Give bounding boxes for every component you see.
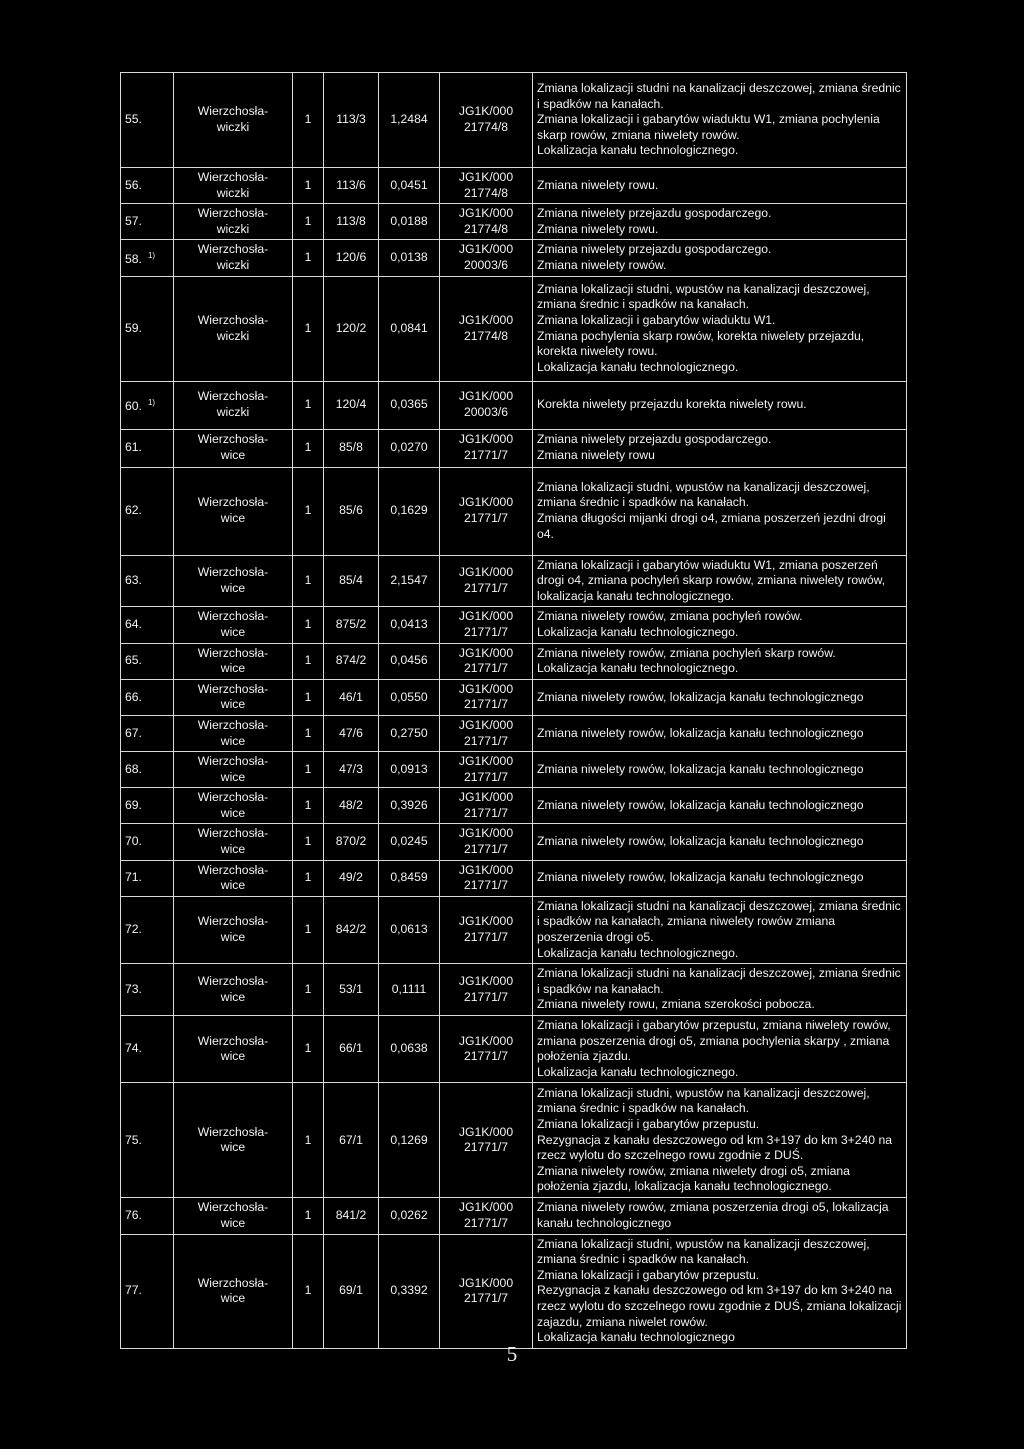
parcel-number: 120/6 bbox=[324, 240, 379, 276]
place-name: Wierzchosła- wice bbox=[174, 679, 293, 715]
place-name: Wierzchosła- wiczki bbox=[174, 73, 293, 168]
description-line: Lokalizacja kanału technologicznego. bbox=[537, 143, 739, 158]
map-sheet: 1 bbox=[293, 715, 324, 751]
parcel-number: 47/6 bbox=[324, 715, 379, 751]
land-register-number: JG1K/000 21771/7 bbox=[440, 1234, 533, 1348]
row-number bbox=[121, 381, 174, 429]
change-description bbox=[533, 467, 907, 555]
land-register-number: JG1K/000 21771/7 bbox=[440, 896, 533, 963]
change-description bbox=[533, 1234, 907, 1348]
description-line: Zmiana niwelety rowu, zmiana szerokości pobocza. bbox=[537, 997, 815, 1012]
table-row bbox=[121, 1016, 907, 1083]
change-description bbox=[533, 381, 907, 429]
place-name: Wierzchosła- wice bbox=[174, 1083, 293, 1198]
parcel-number: 85/6 bbox=[324, 467, 379, 555]
table-row bbox=[121, 715, 907, 751]
table-row bbox=[121, 679, 907, 715]
parcel-number: 67/1 bbox=[324, 1083, 379, 1198]
place-name: Wierzchosła- wice bbox=[174, 788, 293, 824]
place-name: Wierzchosła- wiczki bbox=[174, 276, 293, 381]
description-line: Zmiana lokalizacji i gabarytów wiaduktu W1, zmiana pochylenia skarp rowów, zmiana niwelety rowów. bbox=[537, 112, 880, 142]
map-sheet: 1 bbox=[293, 240, 324, 276]
map-sheet: 1 bbox=[293, 276, 324, 381]
parcel-area: 2,1547 bbox=[379, 555, 440, 607]
description-line: Zmiana niwelety rowów, lokalizacja kanału technologicznego bbox=[537, 761, 864, 776]
description-line: Zmiana lokalizacji studni na kanalizacji deszczowej, zmiana średnic i spadków na kanałach. bbox=[537, 81, 901, 111]
description-line: Zmiana lokalizacji i gabarytów wiaduktu W1. bbox=[537, 312, 776, 327]
land-register-number: JG1K/000 21771/7 bbox=[440, 643, 533, 679]
row-number bbox=[121, 896, 174, 963]
table-row bbox=[121, 607, 907, 643]
description-line: Zmiana niwelety rowów, lokalizacja kanału technologicznego bbox=[537, 689, 864, 704]
map-sheet: 1 bbox=[293, 643, 324, 679]
map-sheet: 1 bbox=[293, 381, 324, 429]
description-line: Lokalizacja kanału technologicznego. bbox=[537, 624, 739, 639]
description-line: Zmiana niwelety przejazdu gospodarczego. bbox=[537, 206, 772, 221]
parcel-number: 875/2 bbox=[324, 607, 379, 643]
table-row bbox=[121, 73, 907, 168]
map-sheet: 1 bbox=[293, 1083, 324, 1198]
description-line: Lokalizacja kanału technologicznego. bbox=[537, 661, 739, 676]
description-line: Zmiana lokalizacji studni, wpustów na kanalizacji deszczowej, zmiana średnic i spadków na kanałach. bbox=[537, 281, 870, 312]
map-sheet: 1 bbox=[293, 607, 324, 643]
row-number bbox=[121, 204, 174, 240]
row-number-text: 72. bbox=[125, 922, 142, 937]
description-line: Zmiana lokalizacji i gabarytów wiaduktu W1, zmiana poszerzeń drogi o4, zmiana pochyleń skarp rowów, zmiana niwelety rowów, lokalizacja kanału technologicznego. bbox=[537, 557, 886, 603]
footnote-marker: 1) bbox=[147, 251, 156, 261]
parcel-number: 47/3 bbox=[324, 752, 379, 788]
parcel-area: 1,2484 bbox=[379, 73, 440, 168]
change-description bbox=[533, 1198, 907, 1234]
change-description bbox=[533, 73, 907, 168]
description-line: Lokalizacja kanału technologicznego. bbox=[537, 1064, 739, 1079]
row-number bbox=[121, 643, 174, 679]
table-body bbox=[121, 73, 907, 1349]
table-row bbox=[121, 467, 907, 555]
map-sheet: 1 bbox=[293, 429, 324, 467]
parcel-area: 0,0138 bbox=[379, 240, 440, 276]
parcel-area: 0,0550 bbox=[379, 679, 440, 715]
parcel-number: 870/2 bbox=[324, 824, 379, 860]
description-line: Lokalizacja kanału technologicznego bbox=[537, 1330, 735, 1345]
table-row bbox=[121, 1083, 907, 1198]
row-number-text: 68. bbox=[125, 761, 142, 776]
land-register-number: JG1K/000 21771/7 bbox=[440, 788, 533, 824]
row-number bbox=[121, 679, 174, 715]
change-description bbox=[533, 555, 907, 607]
table-row bbox=[121, 643, 907, 679]
row-number bbox=[121, 240, 174, 276]
description-line: Zmiana lokalizacji studni na kanalizacji deszczowej, zmiana średnic i spadków na kanałach. bbox=[537, 966, 901, 996]
table-row bbox=[121, 555, 907, 607]
land-register-number: JG1K/000 21771/7 bbox=[440, 860, 533, 896]
description-line: Zmiana niwelety rowów, zmiana poszerzenia drogi o5, lokalizacja kanału technologicznego bbox=[537, 1200, 889, 1230]
row-number-text: 62. bbox=[125, 503, 142, 518]
map-sheet: 1 bbox=[293, 679, 324, 715]
land-register-number: JG1K/000 21771/7 bbox=[440, 679, 533, 715]
change-description bbox=[533, 276, 907, 381]
map-sheet: 1 bbox=[293, 788, 324, 824]
place-name: Wierzchosła- wiczki bbox=[174, 381, 293, 429]
land-register-number: JG1K/000 21774/8 bbox=[440, 204, 533, 240]
description-line: Zmiana niwelety przejazdu gospodarczego. bbox=[537, 432, 772, 447]
parcel-area: 0,1111 bbox=[379, 964, 440, 1016]
change-description bbox=[533, 896, 907, 963]
table-row bbox=[121, 788, 907, 824]
table-row bbox=[121, 168, 907, 204]
description-line: Zmiana niwelety rowów, lokalizacja kanału technologicznego bbox=[537, 725, 864, 740]
row-number bbox=[121, 824, 174, 860]
description-line: Zmiana lokalizacji studni, wpustów na kanalizacji deszczowej, zmiana średnic i spadków na kanałach. bbox=[537, 1085, 870, 1116]
parcel-area: 0,0413 bbox=[379, 607, 440, 643]
change-description bbox=[533, 168, 907, 204]
change-description bbox=[533, 607, 907, 643]
table-row bbox=[121, 381, 907, 429]
description-line: Zmiana lokalizacji studni na kanalizacji deszczowej, zmiana średnic i spadków na kanałach, zmiana niwelety rowów zmiana poszerzenia drogi o5. bbox=[537, 898, 901, 945]
description-line: Rezygnacja z kanału deszczowego od km 3+197 do km 3+240 na rzecz wylotu do szczelnego rowu zgodnie z DUŚ. bbox=[537, 1132, 893, 1163]
place-name: Wierzchosła- wice bbox=[174, 555, 293, 607]
description-line: Zmiana lokalizacji studni, wpustów na kanalizacji deszczowej, zmiana średnic i spadków na kanałach. bbox=[537, 1236, 870, 1267]
parcel-number: 66/1 bbox=[324, 1016, 379, 1083]
parcel-area: 0,0270 bbox=[379, 429, 440, 467]
land-register-number: JG1K/000 21771/7 bbox=[440, 1016, 533, 1083]
row-number-text: 75. bbox=[125, 1132, 142, 1147]
description-line: Zmiana lokalizacji i gabarytów przepustu, zmiana niwelety rowów, zmiana poszerzenia drogi o5, zmiana pochylenia skarpy , zmiana położenia zjazdu. bbox=[537, 1018, 891, 1064]
change-description bbox=[533, 429, 907, 467]
place-name: Wierzchosła- wice bbox=[174, 1198, 293, 1234]
land-register-number: JG1K/000 21771/7 bbox=[440, 824, 533, 860]
description-line: Zmiana lokalizacji studni, wpustów na kanalizacji deszczowej, zmiana średnic i spadków na kanałach. bbox=[537, 479, 870, 510]
row-number-text: 71. bbox=[125, 870, 142, 885]
description-line: Lokalizacja kanału technologicznego. bbox=[537, 359, 739, 374]
table-row bbox=[121, 752, 907, 788]
land-register-number: JG1K/000 20003/6 bbox=[440, 240, 533, 276]
row-number bbox=[121, 752, 174, 788]
page-number: 5 bbox=[506, 1342, 518, 1366]
change-description bbox=[533, 964, 907, 1016]
map-sheet: 1 bbox=[293, 555, 324, 607]
land-register-number: JG1K/000 21774/8 bbox=[440, 168, 533, 204]
change-description bbox=[533, 204, 907, 240]
change-description bbox=[533, 1016, 907, 1083]
change-description bbox=[533, 643, 907, 679]
land-register-number: JG1K/000 21771/7 bbox=[440, 964, 533, 1016]
parcel-number: 46/1 bbox=[324, 679, 379, 715]
place-name: Wierzchosła- wice bbox=[174, 607, 293, 643]
row-number-text: 61. bbox=[125, 440, 142, 455]
place-name: Wierzchosła- wiczki bbox=[174, 240, 293, 276]
row-number-text: 66. bbox=[125, 689, 142, 704]
parcel-number: 85/8 bbox=[324, 429, 379, 467]
change-description bbox=[533, 240, 907, 276]
row-number bbox=[121, 788, 174, 824]
place-name: Wierzchosła- wice bbox=[174, 860, 293, 896]
row-number bbox=[121, 429, 174, 467]
change-description bbox=[533, 752, 907, 788]
parcel-area: 0,0638 bbox=[379, 1016, 440, 1083]
place-name: Wierzchosła- wiczki bbox=[174, 168, 293, 204]
row-number bbox=[121, 1016, 174, 1083]
place-name: Wierzchosła- wice bbox=[174, 429, 293, 467]
table-row bbox=[121, 860, 907, 896]
description-line: Zmiana lokalizacji i gabarytów przepustu. bbox=[537, 1267, 760, 1282]
parcel-number: 120/2 bbox=[324, 276, 379, 381]
description-line: Zmiana niwelety rowów, zmiana pochyleń skarp rowów. bbox=[537, 645, 836, 660]
parcel-number: 53/1 bbox=[324, 964, 379, 1016]
change-description bbox=[533, 824, 907, 860]
row-number-text: 59. bbox=[125, 320, 142, 335]
parcel-area: 0,1629 bbox=[379, 467, 440, 555]
parcel-number: 69/1 bbox=[324, 1234, 379, 1348]
parcel-area: 0,2750 bbox=[379, 715, 440, 751]
map-sheet: 1 bbox=[293, 467, 324, 555]
place-name: Wierzchosła- wiczki bbox=[174, 204, 293, 240]
place-name: Wierzchosła- wice bbox=[174, 715, 293, 751]
description-line: Lokalizacja kanału technologicznego. bbox=[537, 945, 739, 960]
description-line: Korekta niwelety przejazdu korekta niwelety rowu. bbox=[537, 397, 807, 412]
parcel-number: 85/4 bbox=[324, 555, 379, 607]
map-sheet: 1 bbox=[293, 73, 324, 168]
change-description bbox=[533, 715, 907, 751]
row-number-text: 70. bbox=[125, 834, 142, 849]
parcel-area: 0,0188 bbox=[379, 204, 440, 240]
table-row bbox=[121, 964, 907, 1016]
map-sheet: 1 bbox=[293, 1198, 324, 1234]
parcel-area: 0,0613 bbox=[379, 896, 440, 963]
row-number-text: 60. bbox=[125, 399, 142, 414]
description-line: Zmiana długości mijanki drogi o4, zmiana poszerzeń jezdni drogi o4. bbox=[537, 511, 886, 541]
parcel-area: 0,0451 bbox=[379, 168, 440, 204]
parcel-number: 874/2 bbox=[324, 643, 379, 679]
place-name: Wierzchosła- wice bbox=[174, 824, 293, 860]
description-line: Zmiana niwelety rowów, lokalizacja kanału technologicznego bbox=[537, 834, 864, 849]
place-name: Wierzchosła- wice bbox=[174, 964, 293, 1016]
row-number-text: 55. bbox=[125, 112, 142, 127]
footnote-marker: 1) bbox=[147, 398, 156, 408]
row-number-text: 74. bbox=[125, 1041, 142, 1056]
change-description bbox=[533, 679, 907, 715]
parcel-number: 113/3 bbox=[324, 73, 379, 168]
parcel-area: 0,1269 bbox=[379, 1083, 440, 1198]
row-number bbox=[121, 1234, 174, 1348]
row-number bbox=[121, 1198, 174, 1234]
map-sheet: 1 bbox=[293, 752, 324, 788]
land-register-number: JG1K/000 21771/7 bbox=[440, 752, 533, 788]
place-name: Wierzchosła- wice bbox=[174, 896, 293, 963]
description-line: Zmiana niwelety rowów, zmiana pochyleń rowów. bbox=[537, 609, 803, 624]
parcel-changes-table bbox=[120, 72, 907, 1349]
description-line: Zmiana niwelety rowu. bbox=[537, 177, 659, 192]
description-line: Zmiana niwelety rowu. bbox=[537, 221, 659, 236]
land-register-number: JG1K/000 21771/7 bbox=[440, 555, 533, 607]
table-row bbox=[121, 240, 907, 276]
description-line: Zmiana niwelety przejazdu gospodarczego. bbox=[537, 242, 772, 257]
parcel-area: 0,0841 bbox=[379, 276, 440, 381]
place-name: Wierzchosła- wice bbox=[174, 643, 293, 679]
row-number bbox=[121, 1083, 174, 1198]
description-line: Zmiana lokalizacji i gabarytów przepustu. bbox=[537, 1116, 760, 1131]
land-register-number: JG1K/000 21771/7 bbox=[440, 1198, 533, 1234]
map-sheet: 1 bbox=[293, 896, 324, 963]
row-number bbox=[121, 964, 174, 1016]
parcel-number: 113/8 bbox=[324, 204, 379, 240]
row-number-text: 73. bbox=[125, 981, 142, 996]
row-number bbox=[121, 715, 174, 751]
row-number-text: 76. bbox=[125, 1208, 142, 1223]
row-number-text: 56. bbox=[125, 177, 142, 192]
parcel-number: 48/2 bbox=[324, 788, 379, 824]
parcel-area: 0,0913 bbox=[379, 752, 440, 788]
description-line: Zmiana niwelety rowów, lokalizacja kanału technologicznego bbox=[537, 870, 864, 885]
row-number-text: 63. bbox=[125, 573, 142, 588]
description-line: Zmiana niwelety rowów. bbox=[537, 257, 667, 272]
parcel-area: 0,3926 bbox=[379, 788, 440, 824]
map-sheet: 1 bbox=[293, 168, 324, 204]
description-line: Zmiana niwelety rowów, zmiana niwelety drogi o5, zmiana położenia zjazdu, lokalizacja kanału technologicznego. bbox=[537, 1163, 850, 1194]
row-number-text: 57. bbox=[125, 213, 142, 228]
parcel-area: 0,0456 bbox=[379, 643, 440, 679]
change-description bbox=[533, 788, 907, 824]
map-sheet: 1 bbox=[293, 964, 324, 1016]
description-line: Zmiana pochylenia skarp rowów, korekta niwelety przejazdu, korekta niwelety rowu. bbox=[537, 328, 865, 359]
map-sheet: 1 bbox=[293, 824, 324, 860]
table-row bbox=[121, 204, 907, 240]
parcel-area: 0,3392 bbox=[379, 1234, 440, 1348]
change-description bbox=[533, 1083, 907, 1198]
row-number bbox=[121, 276, 174, 381]
table-row bbox=[121, 429, 907, 467]
map-sheet: 1 bbox=[293, 860, 324, 896]
land-register-number: JG1K/000 21771/7 bbox=[440, 1083, 533, 1198]
parcel-area: 0,8459 bbox=[379, 860, 440, 896]
place-name: Wierzchosła- wice bbox=[174, 467, 293, 555]
place-name: Wierzchosła- wice bbox=[174, 1234, 293, 1348]
parcel-number: 120/4 bbox=[324, 381, 379, 429]
map-sheet: 1 bbox=[293, 1016, 324, 1083]
table-row bbox=[121, 1234, 907, 1348]
row-number bbox=[121, 467, 174, 555]
land-register-number: JG1K/000 21774/8 bbox=[440, 276, 533, 381]
row-number-text: 65. bbox=[125, 653, 142, 668]
parcel-area: 0,0365 bbox=[379, 381, 440, 429]
map-sheet: 1 bbox=[293, 1234, 324, 1348]
place-name: Wierzchosła- wice bbox=[174, 752, 293, 788]
description-line: Rezygnacja z kanału deszczowego od km 3+197 do km 3+240 na rzecz wylotu do szczelnego rowu zgodnie z DUŚ, zmiana lokalizacji zajazdu, zmiana niwelet rowów. bbox=[537, 1283, 902, 1329]
description-line: Zmiana niwelety rowu bbox=[537, 448, 655, 463]
row-number-text: 69. bbox=[125, 798, 142, 813]
parcel-number: 841/2 bbox=[324, 1198, 379, 1234]
map-sheet: 1 bbox=[293, 204, 324, 240]
change-description bbox=[533, 860, 907, 896]
parcel-area: 0,0262 bbox=[379, 1198, 440, 1234]
land-register-number: JG1K/000 20003/6 bbox=[440, 381, 533, 429]
parcel-area: 0,0245 bbox=[379, 824, 440, 860]
table-row bbox=[121, 896, 907, 963]
land-register-number: JG1K/000 21771/7 bbox=[440, 429, 533, 467]
row-number-text: 67. bbox=[125, 725, 142, 740]
table-row bbox=[121, 1198, 907, 1234]
parcel-number: 113/6 bbox=[324, 168, 379, 204]
row-number-text: 77. bbox=[125, 1283, 142, 1298]
row-number-text: 64. bbox=[125, 617, 142, 632]
land-register-number: JG1K/000 21771/7 bbox=[440, 607, 533, 643]
row-number bbox=[121, 168, 174, 204]
row-number bbox=[121, 73, 174, 168]
parcel-number: 49/2 bbox=[324, 860, 379, 896]
land-register-number: JG1K/000 21771/7 bbox=[440, 467, 533, 555]
description-line: Zmiana niwelety rowów, lokalizacja kanału technologicznego bbox=[537, 798, 864, 813]
parcel-number: 842/2 bbox=[324, 896, 379, 963]
row-number bbox=[121, 607, 174, 643]
row-number bbox=[121, 555, 174, 607]
land-register-number: JG1K/000 21774/8 bbox=[440, 73, 533, 168]
place-name: Wierzchosła- wice bbox=[174, 1016, 293, 1083]
table-row bbox=[121, 276, 907, 381]
row-number-text: 58. bbox=[125, 252, 142, 267]
row-number bbox=[121, 860, 174, 896]
table-row bbox=[121, 824, 907, 860]
land-register-number: JG1K/000 21771/7 bbox=[440, 715, 533, 751]
